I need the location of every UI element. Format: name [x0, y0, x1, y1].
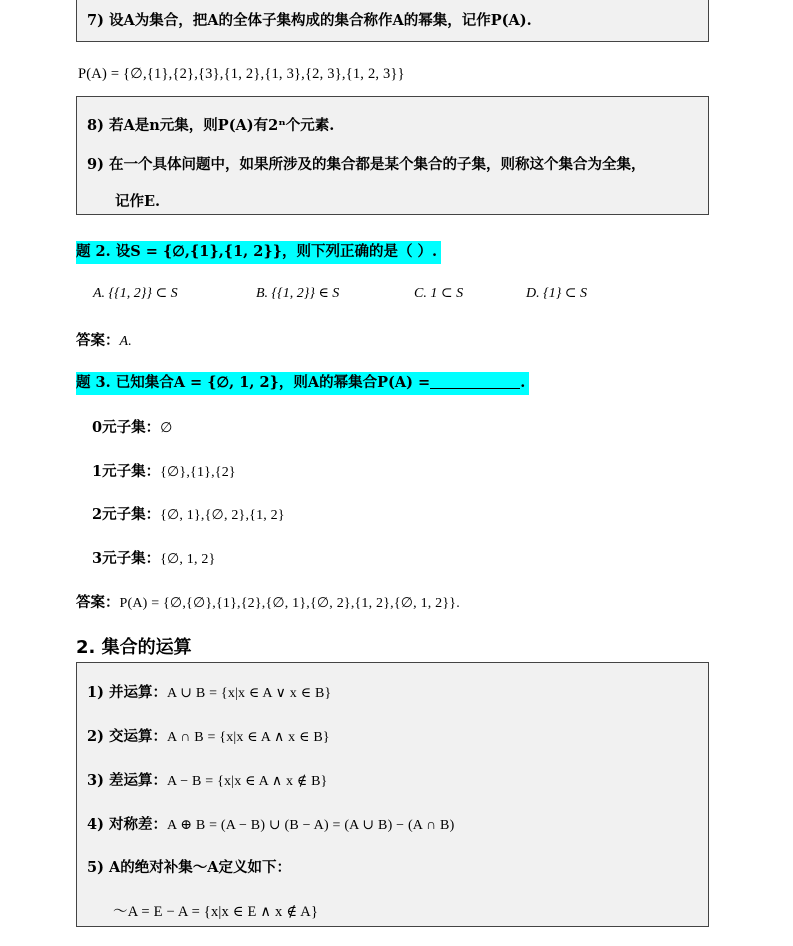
question-3-title [76, 371, 529, 392]
option-a: A. {{1, 2}} ⊂ S [93, 286, 178, 301]
op-union: 1) 并运算：A ∪ B = {x|x ∈ A ∨ x ∈ B} [87, 684, 332, 701]
operations-box [76, 662, 709, 927]
option-c: C. 1 ⊂ S [414, 286, 464, 301]
answer-blank [430, 374, 520, 389]
subset-3: 3元子集：{∅, 1, 2} [92, 550, 216, 567]
subset-0: 0元子集：∅ [92, 419, 173, 436]
answer-value: A. [119, 334, 132, 349]
answer-value: P(A) = {∅,{∅},{1},{2},{∅, 1},{∅, 2},{1, 2},{∅, 1, 2}}. [119, 596, 460, 611]
question-2-title [76, 240, 441, 261]
definition-box-2 [76, 96, 709, 215]
answer-label: 答案： [76, 594, 120, 611]
definition-item-9: 9) 在一个具体问题中，如果所涉及的集合都是某个集合的子集，则称这个集合为全集， [87, 156, 646, 173]
power-set-formula: P(A) = {∅,{1},{2},{3},{1, 2},{1, 3},{2, 3},{1, 2, 3}} [78, 66, 405, 82]
op-intersection: 2) 交运算：A ∩ B = {x|x ∈ A ∧ x ∈ B} [87, 728, 330, 745]
op-symmetric-difference: 4) 对称差：A ⊕ B = (A − B) ∪ (B − A) = (A ∪ B) − (A ∩ B) [87, 816, 455, 833]
definition-item-7: 7) 设A为集合，把A的全体子集构成的集合称作A的幂集，记作P(A). [87, 12, 532, 29]
definition-box-1 [76, 0, 709, 42]
definition-item-8: 8) 若A是n元集，则P(A)有2ⁿ个元素. [87, 117, 335, 134]
question-3-answer [76, 591, 460, 612]
subset-1: 1元子集：{∅},{1},{2} [92, 463, 236, 480]
subset-2: 2元子集：{∅, 1},{∅, 2},{1, 2} [92, 506, 285, 523]
question-3-highlight: 题 3. 已知集合A = {∅, 1, 2}，则A的幂集合P(A) = . [76, 372, 529, 395]
op-complement-def: 5) A的绝对补集～A定义如下： [87, 859, 291, 876]
option-d: D. {1} ⊂ S [526, 286, 588, 301]
definition-item-9-cont: 记作E. [115, 193, 161, 210]
question-2-highlight: 题 2. 设S = {∅,{1},{1, 2}}，则下列正确的是（ ）. [76, 241, 441, 264]
op-difference: 3) 差运算：A − B = {x|x ∈ A ∧ x ∉ B} [87, 772, 328, 789]
section-heading: 2. 集合的运算 [76, 637, 192, 658]
option-b: B. {{1, 2}} ∈ S [256, 286, 340, 301]
complement-formula: ～A = E − A = {x|x ∈ E ∧ x ∉ A} [113, 904, 319, 920]
question-2-answer [76, 329, 132, 350]
answer-label: 答案： [76, 332, 120, 349]
